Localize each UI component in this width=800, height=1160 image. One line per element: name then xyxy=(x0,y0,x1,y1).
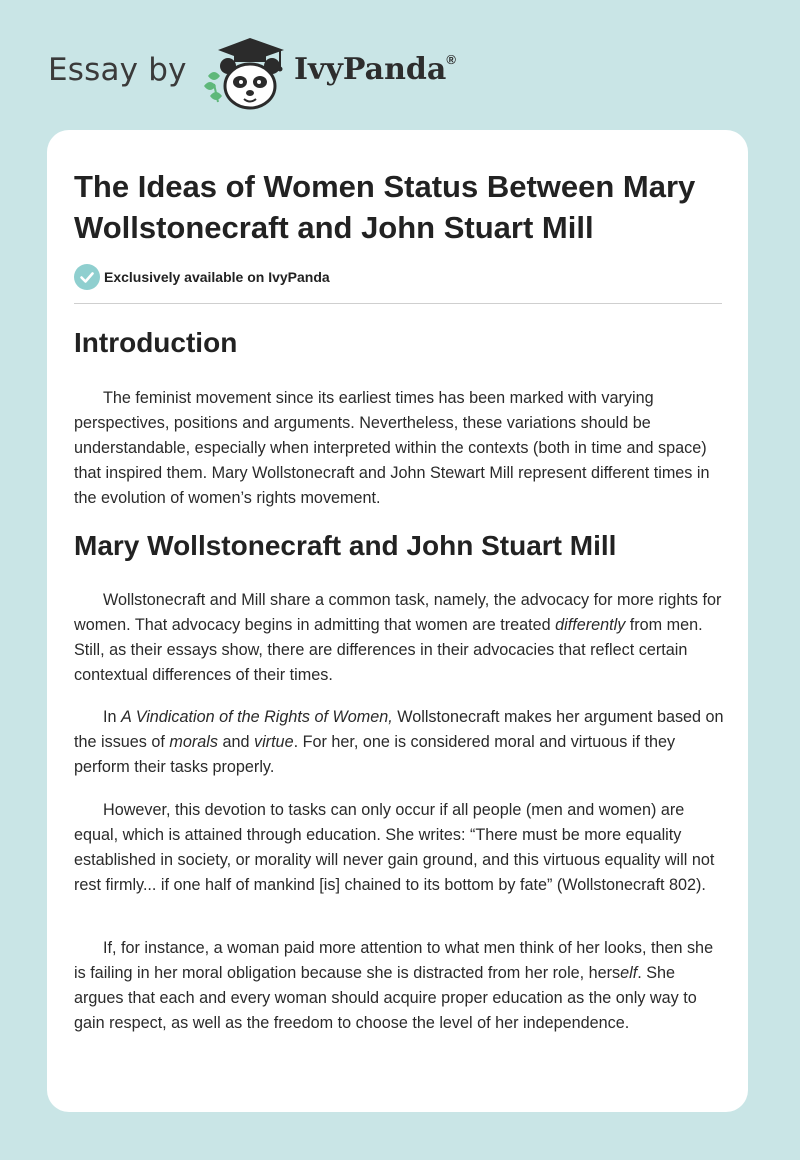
body-paragraph-1 xyxy=(74,588,729,688)
check-circle-icon xyxy=(74,264,100,290)
ivypanda-logo-icon[interactable] xyxy=(200,36,290,112)
text-run: from men. Still, as their essays show, there are differences in their advocacies that reflect certain contextual differences of their times. xyxy=(74,616,703,684)
body-paragraph-4 xyxy=(74,936,729,1036)
body-paragraph-2 xyxy=(74,705,729,780)
brand-name[interactable] xyxy=(294,52,456,87)
panda-face-icon xyxy=(220,58,280,108)
emphasis-text: morals xyxy=(169,733,218,751)
section-heading-introduction: Introduction xyxy=(74,327,238,358)
essay-by-label: Essay by xyxy=(48,52,187,88)
emphasis-text: differently xyxy=(555,616,626,634)
body-paragraph-3: However, this devotion to tasks can only occur if all people (men and women) are equal, which is attained through education. She writes: “There must be more equality established in society, or morality will never gain ground, and this virtuous equality will not rest firmly... if one half of mankind [is] chained to its bottom by fate” (Wollstonecraft 802). xyxy=(74,801,715,894)
intro-paragraph: The feminist movement since its earliest times has been marked with varying perspectives, positions and arguments. Nevertheless, these variations should be understandable, especially when interpreted within the contexts (both in time and space) that inspired them. Mary Wollstonecraft and John Stewart Mill represent different times in the evolution of women’s rights movement. xyxy=(74,389,710,507)
text-run: In xyxy=(103,708,121,726)
text-run: Wollstonecraft and Mill share a common task, namely, the advocacy for more rights for women. That advocacy begins in admitting that women are treated xyxy=(74,591,722,634)
essay-card xyxy=(47,130,748,1112)
text-run: Wollstonecraft makes her argument based on the issues of xyxy=(74,708,724,751)
registered-mark: ® xyxy=(446,52,456,67)
text-run: and xyxy=(217,733,254,751)
brand-text: IvyPanda xyxy=(294,52,447,87)
divider xyxy=(74,303,722,304)
text-run: If, for instance, a woman paid more attention to what men think of her looks, then she is failing in her moral obligation because she is distracted from her role, hers xyxy=(74,939,714,982)
site-header xyxy=(48,32,748,112)
emphasis-text: virtue xyxy=(253,733,294,751)
exclusive-label: Exclusively available on IvyPanda xyxy=(104,269,330,285)
book-title-emphasis: A Vindication of the Rights of Women, xyxy=(121,708,393,726)
ivy-leaf-icon xyxy=(204,72,222,102)
emphasis-text: elf xyxy=(620,964,638,982)
text-run: . For her, one is considered moral and virtuous if they perform their tasks properly. xyxy=(74,733,676,776)
section-heading-wollstonecraft-mill: Mary Wollstonecraft and John Stuart Mill xyxy=(74,530,617,561)
text-run: . She argues that each and every woman should acquire proper education as the only way to gain respect, as well as the freedom to choose the level of her independence. xyxy=(74,964,697,1032)
page-title: The Ideas of Women Status Between Mary Wollstonecraft and John Stuart Mill xyxy=(74,169,696,245)
